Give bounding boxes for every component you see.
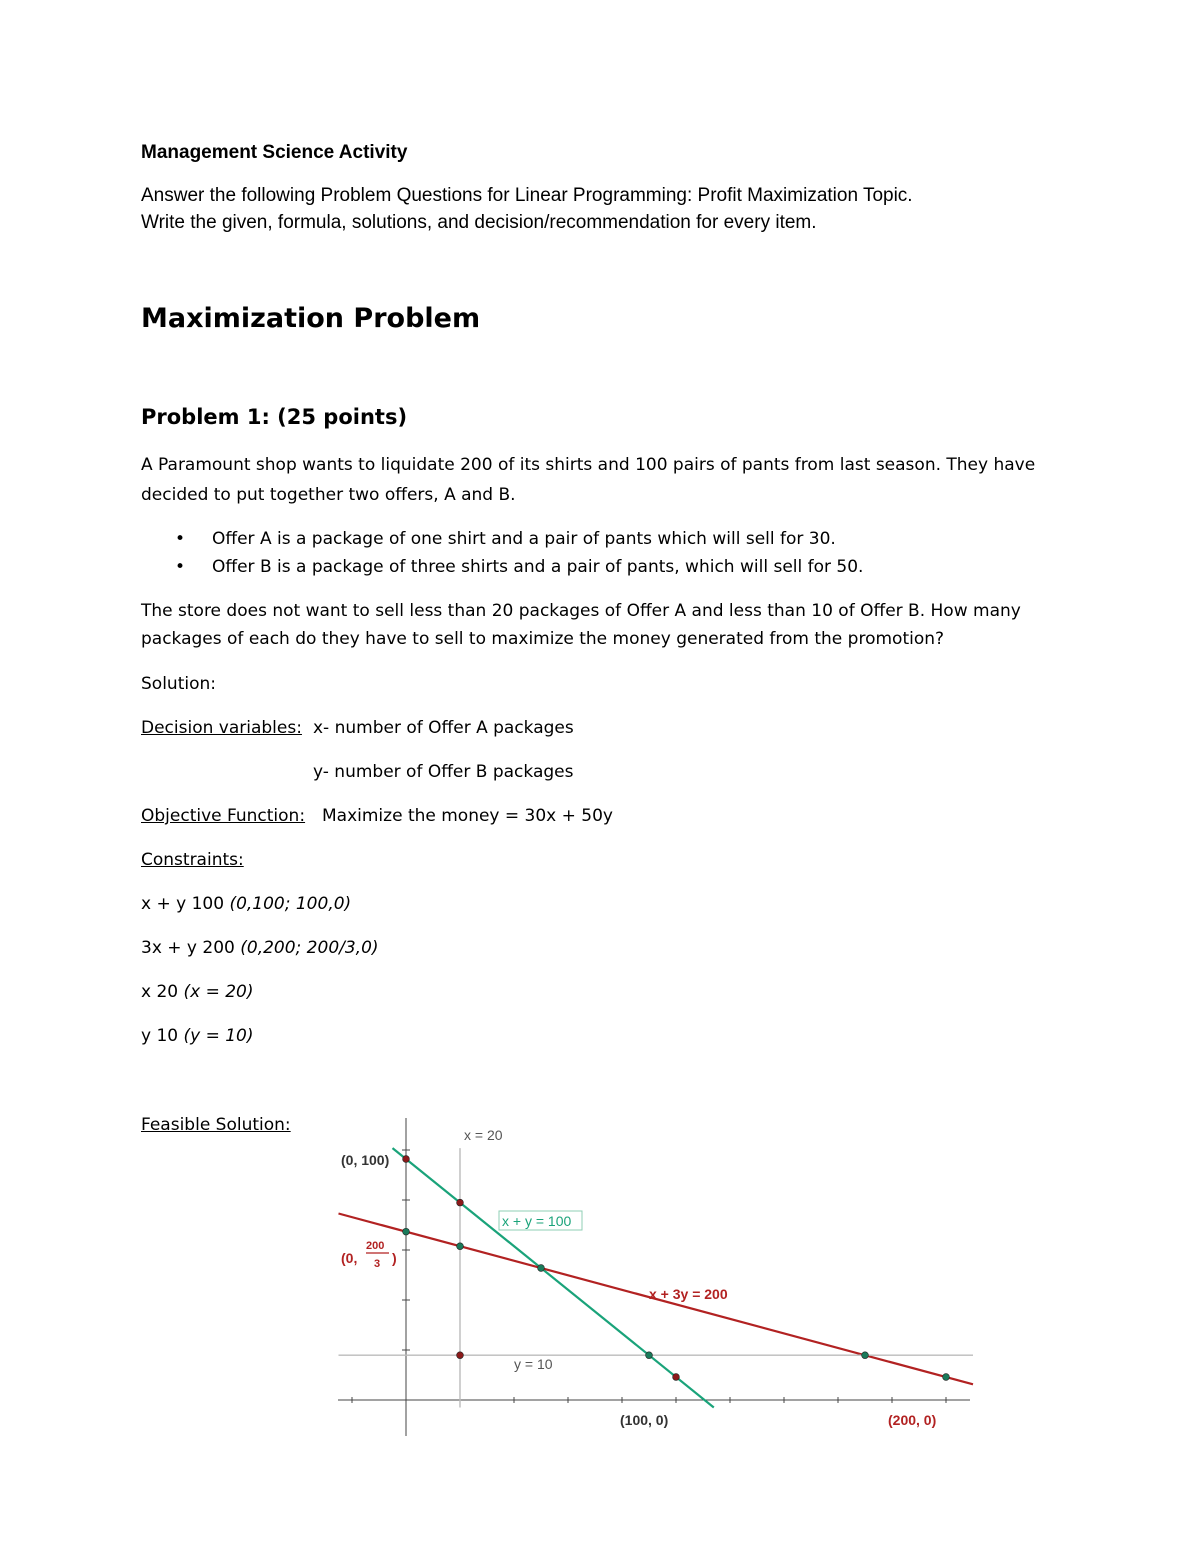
chart-point-7 bbox=[646, 1352, 653, 1359]
decision-variables-label: Decision variables: bbox=[141, 718, 302, 738]
label-x-plus-y-100-box bbox=[499, 1211, 582, 1230]
instruction-line-1: Answer the following Problem Questions for Linear Programming: Profit Maximization Topic. bbox=[141, 185, 913, 206]
constraint-expr: x + y 100 bbox=[141, 894, 230, 914]
bullet-dot-icon: • bbox=[175, 529, 186, 549]
chart-lines bbox=[339, 1148, 974, 1407]
chart-points bbox=[403, 1156, 950, 1381]
label-x-plus-y-100: x + y = 100 bbox=[502, 1213, 572, 1229]
label-point-100-0: (100, 0) bbox=[620, 1412, 669, 1428]
chart-point-2 bbox=[457, 1199, 464, 1206]
chart-point-6 bbox=[457, 1352, 464, 1359]
question-text-line-1: The store does not want to sell less than 20 packages of Offer A and less than 10 of Offer B. How many bbox=[141, 601, 1021, 621]
label-frac-denominator: 3 bbox=[374, 1258, 381, 1270]
chart-point-1 bbox=[403, 1156, 410, 1163]
constraints-label: Constraints: bbox=[141, 850, 244, 870]
constraint-note: (x = 20) bbox=[183, 982, 254, 1002]
chart-point-3 bbox=[403, 1228, 410, 1235]
chart-point-8 bbox=[673, 1374, 680, 1381]
label-point-200-0: (200, 0) bbox=[888, 1412, 937, 1428]
feasible-solution-label: Feasible Solution: bbox=[141, 1115, 291, 1135]
label-point-0-200-over-3 bbox=[341, 1240, 397, 1270]
constraint-3 bbox=[141, 982, 254, 1002]
constraint-expr: x 20 bbox=[141, 982, 184, 1002]
series-line-1 bbox=[393, 1148, 714, 1407]
bullet-dot-icon: • bbox=[175, 557, 186, 577]
label-frac-prefix: (0, bbox=[341, 1250, 358, 1266]
constraint-4 bbox=[141, 1026, 254, 1046]
objective-function-text: Maximize the money = 30x + 50y bbox=[322, 806, 613, 826]
label-x-equals-20: x = 20 bbox=[464, 1127, 503, 1143]
label-x-plus-3y-200: x + 3y = 200 bbox=[649, 1286, 728, 1302]
document-title: Management Science Activity bbox=[141, 142, 408, 163]
section-heading: Maximization Problem bbox=[141, 303, 481, 334]
instruction-line-2: Write the given, formula, solutions, and decision/recommendation for every item. bbox=[141, 212, 817, 233]
problem-heading: Problem 1: (25 points) bbox=[141, 405, 408, 429]
constraint-2 bbox=[141, 938, 379, 958]
label-point-0-100: (0, 100) bbox=[341, 1152, 390, 1168]
decision-variable-y: y- number of Offer B packages bbox=[313, 762, 574, 782]
constraint-1 bbox=[141, 894, 351, 914]
constraint-note: (0,200; 200/3,0) bbox=[240, 938, 379, 958]
chart-labels bbox=[341, 1127, 936, 1428]
solution-label: Solution: bbox=[141, 674, 216, 694]
constraint-note: (y = 10) bbox=[183, 1026, 254, 1046]
constraint-note: (0,100; 100,0) bbox=[229, 894, 352, 914]
decision-variable-x: x- number of Offer A packages bbox=[313, 718, 574, 738]
label-frac-suffix: ) bbox=[392, 1250, 397, 1266]
problem-text-line-1: A Paramount shop wants to liquidate 200 of its shirts and 100 pairs of pants from last season. They have bbox=[141, 455, 1036, 475]
feasible-region-chart bbox=[330, 1110, 980, 1440]
chart-point-4 bbox=[457, 1243, 464, 1250]
chart-axes bbox=[338, 1118, 970, 1436]
bullet-offer-b: Offer B is a package of three shirts and a pair of pants, which will sell for 50. bbox=[212, 557, 864, 577]
chart-point-10 bbox=[943, 1374, 950, 1381]
chart-point-9 bbox=[862, 1352, 869, 1359]
constraint-expr: y 10 bbox=[141, 1026, 184, 1046]
constraint-expr: 3x + y 200 bbox=[141, 938, 241, 958]
problem-text-line-2: decided to put together two offers, A and B. bbox=[141, 485, 516, 505]
question-text-line-2: packages of each do they have to sell to maximize the money generated from the promotion? bbox=[141, 629, 945, 649]
objective-function-label: Objective Function: bbox=[141, 806, 306, 826]
chart-point-5 bbox=[538, 1265, 545, 1272]
label-frac-numerator: 200 bbox=[366, 1240, 385, 1252]
label-y-equals-10: y = 10 bbox=[514, 1356, 553, 1372]
bullet-offer-a: Offer A is a package of one shirt and a pair of pants which will sell for 30. bbox=[212, 529, 836, 549]
